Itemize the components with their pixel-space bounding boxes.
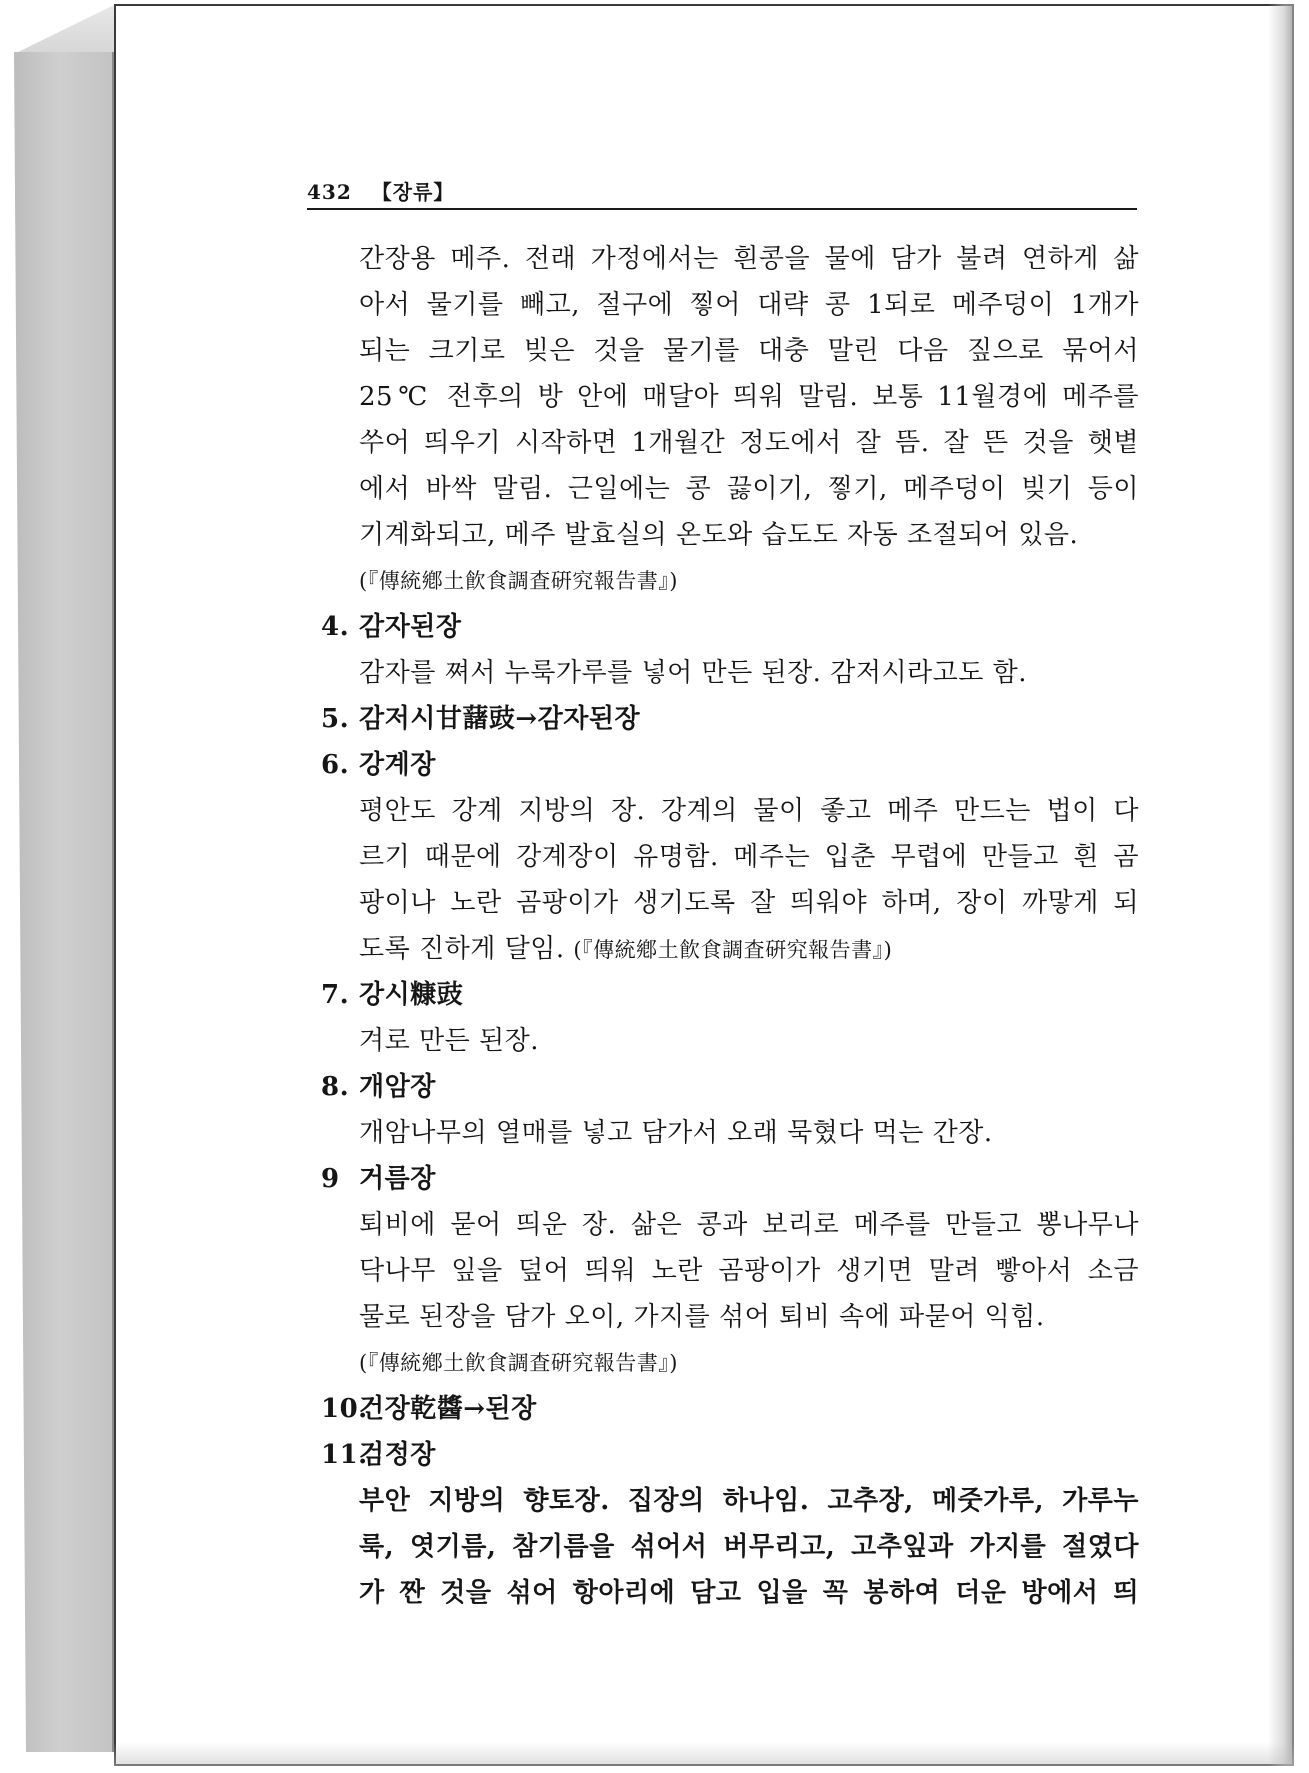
entry-heading bbox=[307, 1064, 1147, 1110]
entry-title: 감저시甘藷豉→감자된장 bbox=[359, 704, 641, 734]
page-number: 432 bbox=[307, 180, 352, 204]
entry-number: 4. bbox=[321, 612, 350, 642]
text-line: 아서 물기를 빼고, 절구에 찧어 대략 콩 1되로 메주덩이 1개가 bbox=[359, 290, 1139, 320]
text-line: 감자를 쪄서 누룩가루를 넣어 만든 된장. 감저시라고도 함. bbox=[359, 658, 1028, 688]
entry-number: 9 bbox=[321, 1164, 340, 1194]
text-line: 에서 바싹 말림. 근일에는 콩 끓이기, 찧기, 메주덩이 빚기 등이 bbox=[359, 474, 1139, 504]
entry-title: 강시糠豉 bbox=[359, 980, 464, 1010]
text-segment: 도록 진하게 달임. bbox=[359, 934, 565, 964]
text-line: 평안도 강계 지방의 장. 강계의 물이 좋고 메주 만드는 법이 다 bbox=[359, 796, 1139, 826]
entry-title: 강계장 bbox=[359, 750, 436, 780]
entry-title: 검정장 bbox=[359, 1440, 436, 1470]
reference-citation: (『傳統鄕土飮食調査硏究報告書』) bbox=[359, 569, 678, 593]
entry-heading bbox=[307, 742, 1147, 788]
reference-citation: (『傳統鄕土飮食調査硏究報告書』) bbox=[359, 1351, 678, 1375]
text-line: 개암나무의 열매를 넣고 담가서 오래 묵혔다 먹는 간장. bbox=[359, 1118, 993, 1148]
entry-number: 6. bbox=[321, 750, 350, 780]
text-line: 부안 지방의 향토장. 집장의 하나임. 고추장, 메줏가루, 가루누 bbox=[359, 1486, 1139, 1516]
entry-number: 7. bbox=[321, 980, 350, 1010]
entry-heading bbox=[307, 696, 1147, 742]
entry-title: 개암장 bbox=[359, 1072, 436, 1102]
entry-heading bbox=[307, 604, 1147, 650]
page-shadow-right bbox=[1268, 4, 1294, 1766]
text-line: 25℃ 전후의 방 안에 매달아 띄워 말림. 보통 11월경에 메주를 bbox=[359, 382, 1139, 412]
entry-number: 11. bbox=[321, 1440, 368, 1470]
header-rule bbox=[307, 208, 1137, 210]
text-line: 룩, 엿기름, 참기름을 섞어서 버무리고, 고추잎과 가지를 절였다 bbox=[359, 1532, 1139, 1562]
section-head: 【장류】 bbox=[371, 180, 455, 204]
running-head bbox=[307, 176, 454, 205]
text-line: 기계화되고, 메주 발효실의 온도와 습도도 자동 조절되어 있음. bbox=[359, 520, 1079, 550]
entry-heading bbox=[307, 972, 1147, 1018]
text-line: 퇴비에 묻어 띄운 장. 삶은 콩과 보리로 메주를 만들고 뽕나무나 bbox=[359, 1210, 1139, 1240]
book-top-edge bbox=[14, 4, 116, 54]
text-line: 물로 된장을 담가 오이, 가지를 섞어 퇴비 속에 파묻어 익힘. bbox=[359, 1302, 1045, 1332]
entry-heading bbox=[307, 1156, 1147, 1202]
text-line: 르기 때문에 강계장이 유명함. 메주는 입춘 무렵에 만들고 흰 곰 bbox=[359, 842, 1139, 872]
entry-heading bbox=[307, 1432, 1147, 1478]
text-line: 간장용 메주. 전래 가정에서는 흰콩을 물에 담가 불려 연하게 삶 bbox=[359, 244, 1139, 274]
entry-number: 5. bbox=[321, 704, 350, 734]
text-line: 팡이나 노란 곰팡이가 생기도록 잘 띄워야 하며, 장이 까맣게 되 bbox=[359, 888, 1139, 918]
text-line: 쑤어 띄우기 시작하면 1개월간 정도에서 잘 뜸. 잘 뜬 것을 햇볕 bbox=[359, 428, 1139, 458]
entry-title: 건장乾醬→된장 bbox=[359, 1394, 537, 1424]
text-line: 겨로 만든 된장. bbox=[359, 1026, 539, 1056]
entry-number: 8. bbox=[321, 1072, 350, 1102]
entry-title: 감자된장 bbox=[359, 612, 462, 642]
text-line: 닥나무 잎을 덮어 띄워 노란 곰팡이가 생기면 말려 빻아서 소금 bbox=[359, 1256, 1139, 1286]
page-shadow-bottom bbox=[114, 1742, 1294, 1766]
text-line: 가 짠 것을 섞어 항아리에 담고 입을 꼭 봉하여 더운 방에서 띄 bbox=[359, 1578, 1139, 1608]
page-text bbox=[307, 236, 1147, 1616]
text-line: 되는 크기로 빚은 것을 물기를 대충 말린 다음 짚으로 묶어서 bbox=[359, 336, 1139, 366]
book-spine bbox=[14, 52, 114, 1752]
entry-title: 거름장 bbox=[359, 1164, 436, 1194]
entry-number: 10. bbox=[321, 1394, 368, 1424]
entry-heading bbox=[307, 1386, 1147, 1432]
reference-citation: (『傳統鄕土飮食調査硏究報告書』) bbox=[573, 938, 893, 962]
text-line bbox=[307, 926, 1139, 972]
